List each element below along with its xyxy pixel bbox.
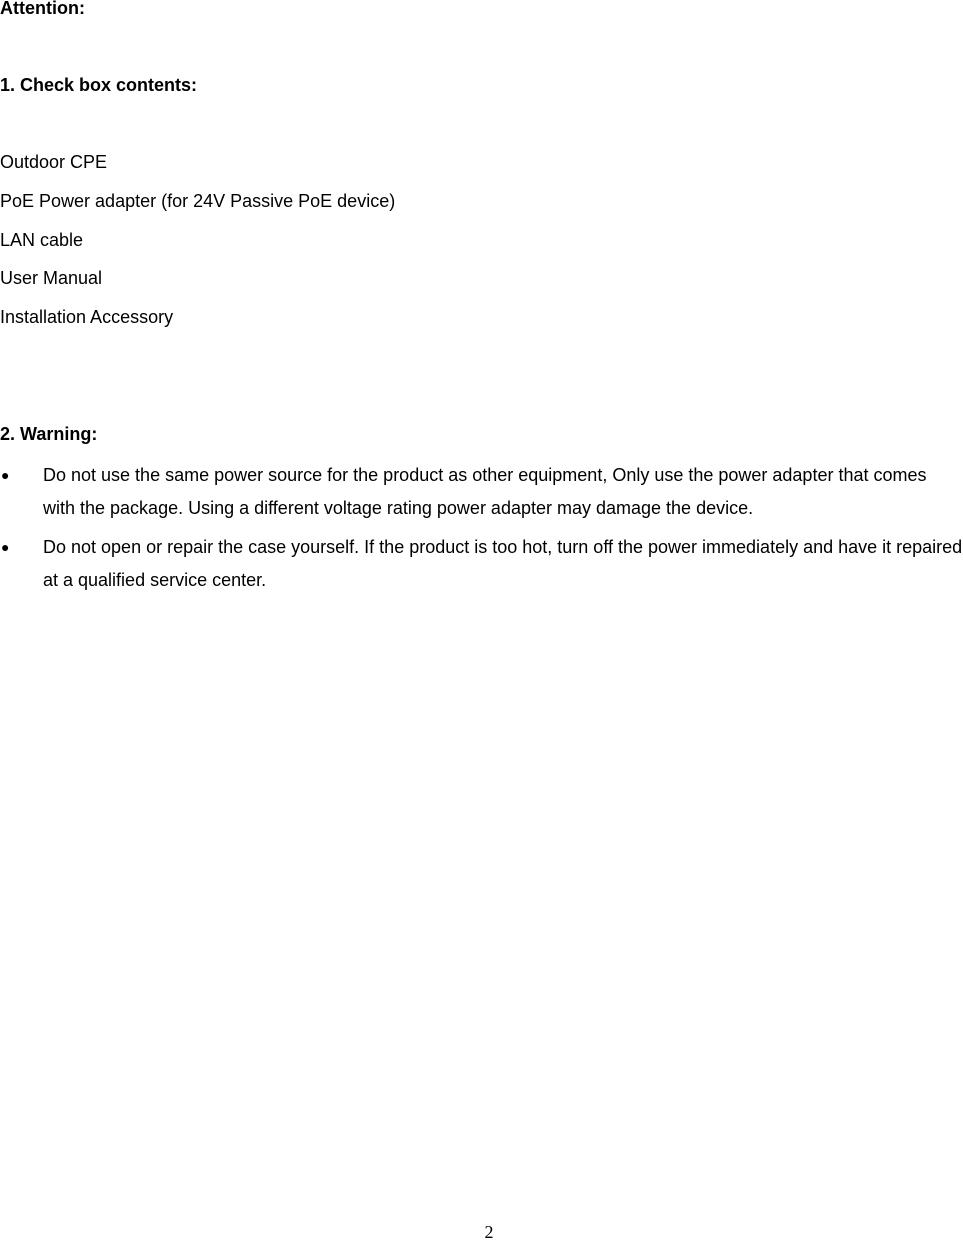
page-number: 2 — [484, 1222, 494, 1242]
box-item-lan-cable: LAN cable — [0, 230, 84, 250]
warning-heading: 2. Warning: — [0, 424, 98, 444]
warning-text: Do not use the same power source for the product as other equipment, Only use the power adapter that comes with the package. Using a different voltage rating power adapter may damage the device. — [43, 465, 927, 518]
box-item-user-manual: User Manual — [0, 268, 103, 288]
warning-item — [0, 459, 963, 525]
box-item-installation-accessory: Installation Accessory — [0, 307, 174, 327]
bullet-icon: ● — [1, 539, 10, 555]
warning-text: Do not open or repair the case yourself. If the product is too hot, turn off the power immediately and have it repaired at a qualified service center. — [43, 537, 963, 590]
bullet-icon: ● — [1, 467, 10, 483]
warning-item — [0, 531, 963, 597]
box-item-poe-adapter: PoE Power adapter (for 24V Passive PoE device) — [0, 191, 396, 211]
box-contents-heading: 1. Check box contents: — [0, 75, 198, 95]
box-item-outdoor-cpe: Outdoor CPE — [0, 152, 108, 172]
warning-list — [0, 459, 963, 603]
attention-heading: Attention: — [0, 0, 85, 18]
